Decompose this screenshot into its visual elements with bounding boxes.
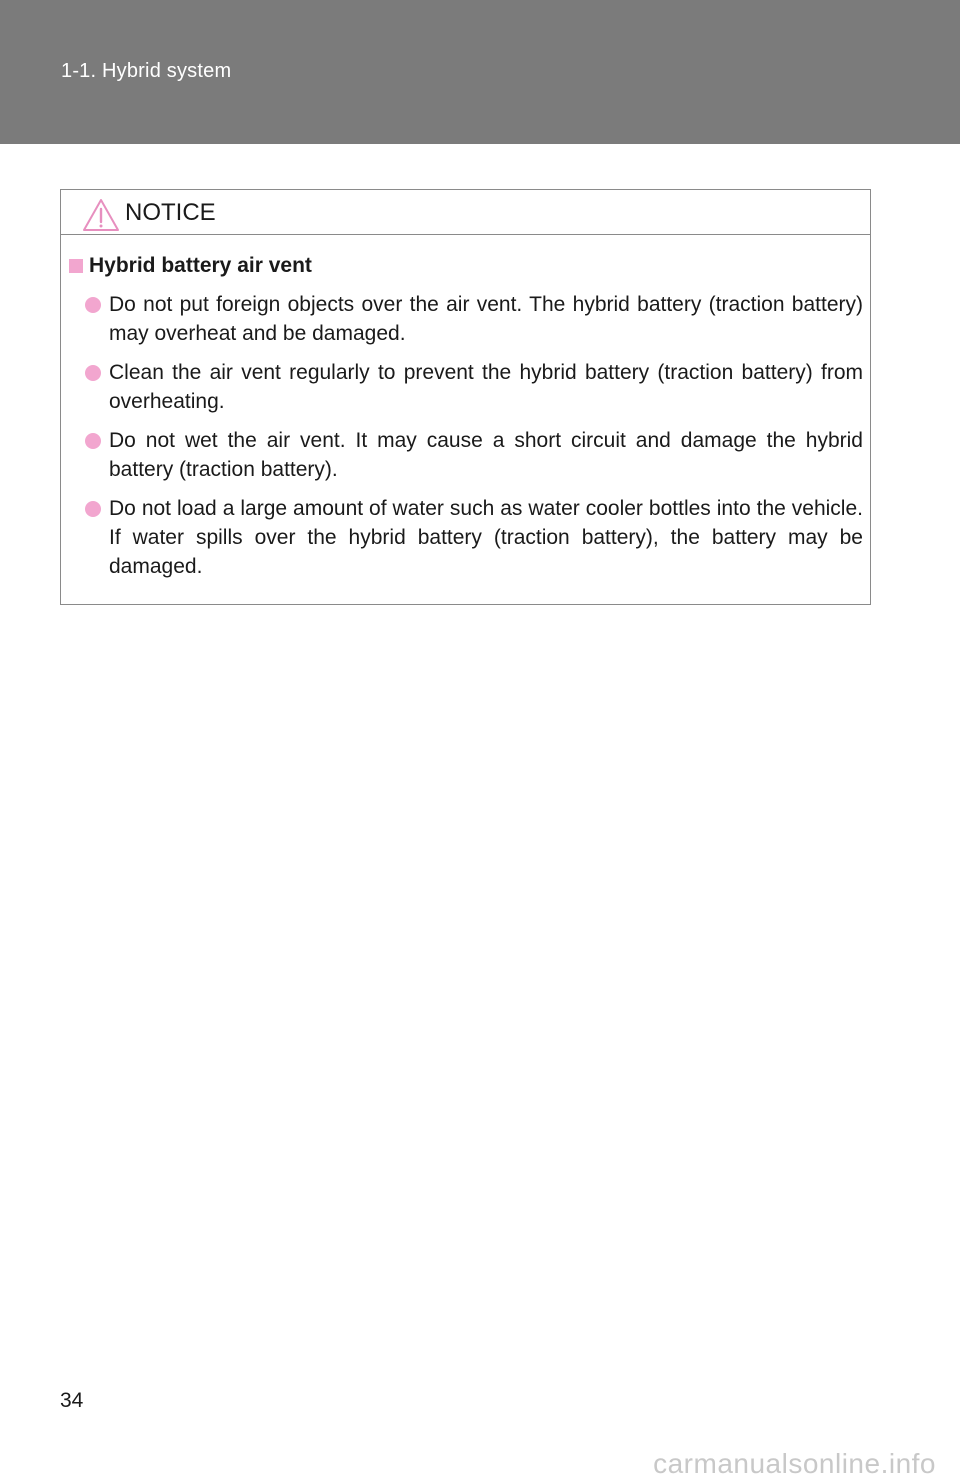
list-item-text: Do not wet the air vent. It may cause a short circuit and damage the hybrid battery (traction battery). (109, 429, 863, 481)
list-item-text: Clean the air vent regularly to prevent the hybrid battery (traction battery) from overheating. (109, 361, 863, 413)
page-number: 34 (60, 1389, 84, 1412)
page-header (0, 0, 960, 144)
circle-bullet-icon (85, 501, 101, 517)
notice-label: NOTICE (125, 199, 216, 226)
list-item-text: Do not load a large amount of water such as water cooler bottles into the vehicle. If water spills over the hybrid battery (traction battery), the battery may be damaged. (109, 497, 863, 578)
list-item (83, 494, 863, 581)
circle-bullet-icon (85, 433, 101, 449)
list-item (83, 290, 863, 348)
list-item (83, 426, 863, 484)
notice-header (61, 190, 870, 235)
circle-bullet-icon (85, 297, 101, 313)
circle-bullet-icon (85, 365, 101, 381)
square-bullet-icon (69, 259, 83, 273)
warning-triangle-icon (82, 198, 120, 232)
list-item (83, 358, 863, 416)
section-breadcrumb: 1-1. Hybrid system (61, 60, 232, 82)
notice-section-title-text: Hybrid battery air vent (89, 254, 312, 277)
list-item-text: Do not put foreign objects over the air vent. The hybrid battery (traction battery) may overheat and be damaged. (109, 293, 863, 345)
site-watermark: carmanualsonline.info (653, 1448, 936, 1479)
notice-box (60, 189, 871, 605)
notice-bullet-list (83, 290, 863, 591)
notice-section-title (69, 254, 312, 278)
